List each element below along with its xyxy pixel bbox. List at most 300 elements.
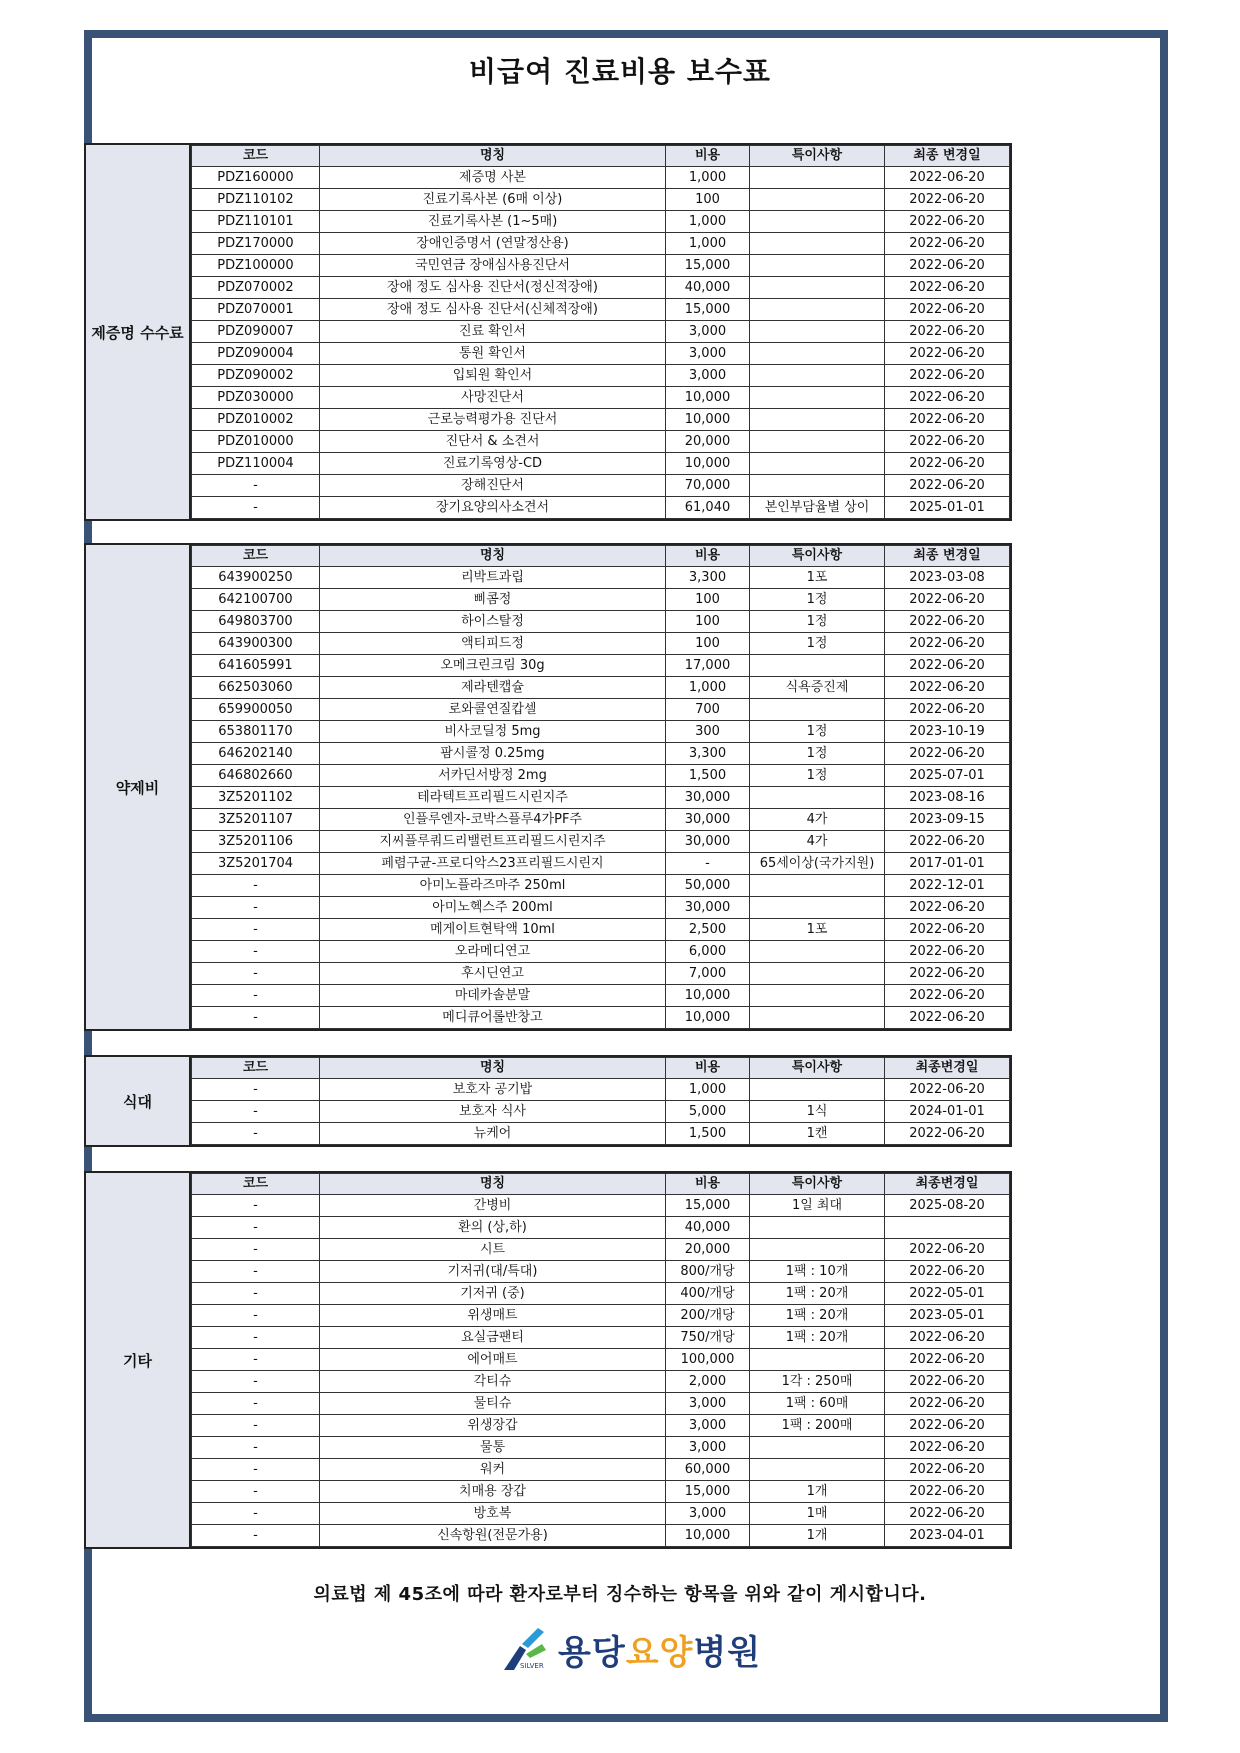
table-row [192,589,1010,611]
code-cell: - [192,1327,320,1349]
code-cell: - [192,1503,320,1525]
column-header: 코드 [192,546,320,567]
note-cell [750,409,885,431]
code-cell: PDZ160000 [192,167,320,189]
code-cell: 643900250 [192,567,320,589]
note-cell [750,1349,885,1371]
table-row [192,1007,1010,1029]
code-cell: - [192,1261,320,1283]
name-cell: 메디큐어롤반창고 [320,1007,666,1029]
name-cell: 에어매트 [320,1349,666,1371]
note-cell: 1팩 : 10개 [750,1261,885,1283]
note-cell [750,277,885,299]
column-header: 최종 변경일 [885,546,1010,567]
note-cell [750,1217,885,1239]
name-cell: 각티슈 [320,1371,666,1393]
name-cell: 제라텐캡슐 [320,677,666,699]
note-cell [750,787,885,809]
code-cell: 3Z5201102 [192,787,320,809]
table-row [192,1327,1010,1349]
code-cell: 646202140 [192,743,320,765]
note-cell: 1팩 : 20개 [750,1283,885,1305]
table-row [192,1503,1010,1525]
column-header: 특이사항 [750,146,885,167]
name-cell: 장해진단서 [320,475,666,497]
cost-cell: 1,000 [666,233,750,255]
code-cell: PDZ070002 [192,277,320,299]
cost-cell: 30,000 [666,787,750,809]
table-row [192,611,1010,633]
date-cell: 2022-06-20 [885,611,1010,633]
cost-cell: 100 [666,589,750,611]
name-cell: 로와콜연질캅셀 [320,699,666,721]
cost-cell: 7,000 [666,963,750,985]
date-cell: 2022-06-20 [885,743,1010,765]
note-cell [750,167,885,189]
cost-cell: 60,000 [666,1459,750,1481]
date-cell: 2022-06-20 [885,1371,1010,1393]
fee-table [191,1057,1010,1145]
code-cell: - [192,985,320,1007]
date-cell: 2023-04-01 [885,1525,1010,1547]
name-cell: 오메크린크림 30g [320,655,666,677]
hospital-name-part: 병원 [693,1632,762,1673]
date-cell: 2023-10-19 [885,721,1010,743]
name-cell: 액티피드정 [320,633,666,655]
name-cell: 간병비 [320,1195,666,1217]
code-cell: 649803700 [192,611,320,633]
name-cell: 사망진단서 [320,387,666,409]
name-cell: 시트 [320,1239,666,1261]
date-cell: 2022-06-20 [885,1079,1010,1101]
cost-cell: 40,000 [666,1217,750,1239]
date-cell: 2022-06-20 [885,985,1010,1007]
table-row [192,1525,1010,1547]
note-cell [750,699,885,721]
code-cell: PDZ090002 [192,365,320,387]
note-cell [750,1437,885,1459]
note-cell: 1캔 [750,1123,885,1145]
cost-cell: 10,000 [666,409,750,431]
cost-cell: 6,000 [666,941,750,963]
column-header: 명칭 [320,1058,666,1079]
date-cell: 2022-06-20 [885,431,1010,453]
cost-cell: 100 [666,611,750,633]
table-row [192,1393,1010,1415]
date-cell: 2022-05-01 [885,1283,1010,1305]
date-cell: 2024-01-01 [885,1101,1010,1123]
name-cell: 물통 [320,1437,666,1459]
note-cell [750,453,885,475]
code-cell: 659900050 [192,699,320,721]
column-header: 명칭 [320,1174,666,1195]
name-cell: 비사코딜정 5mg [320,721,666,743]
name-cell: 페렴구균-프로디악스23프리필드시린지 [320,853,666,875]
table-row [192,1079,1010,1101]
cost-cell: 700 [666,699,750,721]
table-row [192,853,1010,875]
section-label: 약제비 [86,545,191,1029]
fee-table [191,545,1010,1029]
date-cell: 2022-06-20 [885,387,1010,409]
date-cell: 2022-06-20 [885,1393,1010,1415]
date-cell: 2022-06-20 [885,299,1010,321]
table-row [192,1283,1010,1305]
code-cell: - [192,1239,320,1261]
name-cell: 위생장갑 [320,1415,666,1437]
table-row [192,787,1010,809]
date-cell: 2022-06-20 [885,211,1010,233]
cost-cell: 17,000 [666,655,750,677]
date-cell: 2022-12-01 [885,875,1010,897]
date-cell: 2023-03-08 [885,567,1010,589]
name-cell: 팜시콜정 0.25mg [320,743,666,765]
cost-cell: 5,000 [666,1101,750,1123]
note-cell: 1팩 : 20개 [750,1305,885,1327]
table-row [192,1437,1010,1459]
date-cell: 2022-06-20 [885,343,1010,365]
cost-cell: 750/개당 [666,1327,750,1349]
cost-cell: 1,500 [666,765,750,787]
table-row [192,677,1010,699]
date-cell: 2022-06-20 [885,1327,1010,1349]
code-cell: - [192,1007,320,1029]
table-row [192,233,1010,255]
table-row [192,567,1010,589]
table-row [192,497,1010,519]
notice-text: 의료법 제 45조에 따라 환자로부터 징수하는 항목을 위와 같이 게시합니다. [313,1584,927,1605]
note-cell: 본인부담율별 상이 [750,497,885,519]
note-cell [750,211,885,233]
note-cell: 1정 [750,633,885,655]
name-cell: 물티슈 [320,1393,666,1415]
code-cell: 642100700 [192,589,320,611]
table-row [192,809,1010,831]
table-row [192,211,1010,233]
code-cell: - [192,1305,320,1327]
note-cell [750,985,885,1007]
note-cell [750,299,885,321]
date-cell: 2022-06-20 [885,233,1010,255]
code-cell: 3Z5201704 [192,853,320,875]
name-cell: 기저귀(대/특대) [320,1261,666,1283]
cost-cell: 15,000 [666,1481,750,1503]
table-row [192,453,1010,475]
table-header-row [192,546,1010,567]
table-row [192,189,1010,211]
name-cell: 장기요양의사소견서 [320,497,666,519]
name-cell: 아미노헥스주 200ml [320,897,666,919]
column-header: 코드 [192,1174,320,1195]
date-cell: 2022-06-20 [885,1007,1010,1029]
note-cell: 1포 [750,567,885,589]
date-cell: 2022-06-20 [885,897,1010,919]
name-cell: 입퇴원 확인서 [320,365,666,387]
date-cell: 2023-08-16 [885,787,1010,809]
date-cell: 2022-06-20 [885,831,1010,853]
name-cell: 보호자 식사 [320,1101,666,1123]
note-cell [750,321,885,343]
date-cell: 2022-06-20 [885,167,1010,189]
date-cell: 2022-06-20 [885,1459,1010,1481]
table-row [192,1101,1010,1123]
code-cell: - [192,1437,320,1459]
note-cell: 1팩 : 200매 [750,1415,885,1437]
column-header: 비용 [666,146,750,167]
date-cell: 2022-06-20 [885,475,1010,497]
table-row [192,1371,1010,1393]
code-cell: PDZ090007 [192,321,320,343]
code-cell: - [192,1393,320,1415]
name-cell: 아미노플라즈마주 250ml [320,875,666,897]
cost-cell: 400/개당 [666,1283,750,1305]
note-cell: 1정 [750,765,885,787]
table-row [192,941,1010,963]
name-cell: 방호복 [320,1503,666,1525]
cost-cell: 30,000 [666,831,750,853]
column-header: 특이사항 [750,546,885,567]
hospital-name [558,1625,761,1674]
table-row [192,1217,1010,1239]
code-cell: - [192,1101,320,1123]
cost-cell: 1,000 [666,677,750,699]
note-cell [750,1079,885,1101]
table-row [192,1195,1010,1217]
note-cell: 1포 [750,919,885,941]
name-cell: 장애인증명서 (연말정산용) [320,233,666,255]
cost-cell: 100 [666,189,750,211]
name-cell: 진료 확인서 [320,321,666,343]
cost-cell: 3,000 [666,1415,750,1437]
cost-cell: 50,000 [666,875,750,897]
code-cell: PDZ110102 [192,189,320,211]
note-cell [750,963,885,985]
table-row [192,1305,1010,1327]
code-cell: - [192,1481,320,1503]
table-header-row [192,1174,1010,1195]
code-cell: - [192,1415,320,1437]
code-cell: 3Z5201107 [192,809,320,831]
note-cell: 1개 [750,1525,885,1547]
table-row [192,1349,1010,1371]
cost-cell: 70,000 [666,475,750,497]
table-row [192,985,1010,1007]
table-row [192,897,1010,919]
note-cell: 1식 [750,1101,885,1123]
date-cell: 2025-08-20 [885,1195,1010,1217]
table-row [192,963,1010,985]
code-cell: - [192,475,320,497]
date-cell: 2023-05-01 [885,1305,1010,1327]
date-cell: 2025-07-01 [885,765,1010,787]
table-row [192,743,1010,765]
cost-cell: 3,000 [666,1437,750,1459]
page-title: 비급여 진료비용 보수표 [469,55,771,88]
column-header: 특이사항 [750,1174,885,1195]
code-cell: - [192,919,320,941]
date-cell: 2023-09-15 [885,809,1010,831]
note-cell [750,875,885,897]
date-cell: 2022-06-20 [885,1239,1010,1261]
name-cell: 삐콤정 [320,589,666,611]
column-header: 특이사항 [750,1058,885,1079]
name-cell: 리박트과립 [320,567,666,589]
name-cell: 뉴케어 [320,1123,666,1145]
code-cell: - [192,1283,320,1305]
name-cell: 신속항원(전문가용) [320,1525,666,1547]
name-cell: 장애 정도 심사용 진단서(정신적장애) [320,277,666,299]
column-header: 비용 [666,1058,750,1079]
code-cell: - [192,1349,320,1371]
date-cell: 2022-06-20 [885,1437,1010,1459]
code-cell: - [192,875,320,897]
section-certificate-fees [84,143,1012,521]
cost-cell: 3,300 [666,567,750,589]
table-row [192,387,1010,409]
table-row [192,1415,1010,1437]
hospital-name-part: 용당 [558,1632,626,1673]
cost-cell: 3,300 [666,743,750,765]
date-cell: 2025-01-01 [885,497,1010,519]
name-cell: 인플루엔자-코박스플루4가PF주 [320,809,666,831]
name-cell: 요실금팬티 [320,1327,666,1349]
code-cell: 662503060 [192,677,320,699]
section-medication-fees [84,543,1012,1031]
section-label: 식대 [86,1057,191,1145]
section-label: 제증명 수수료 [86,145,191,519]
table-row [192,255,1010,277]
table-row [192,1239,1010,1261]
note-cell: 1정 [750,743,885,765]
column-header: 코드 [192,146,320,167]
table-row [192,365,1010,387]
cost-cell: 3,000 [666,343,750,365]
code-cell: - [192,497,320,519]
note-cell: 1정 [750,611,885,633]
note-cell [750,475,885,497]
date-cell: 2022-06-20 [885,699,1010,721]
note-cell [750,343,885,365]
date-cell [885,1217,1010,1239]
fee-table [191,145,1010,519]
table-row [192,655,1010,677]
date-cell: 2022-06-20 [885,189,1010,211]
cost-cell: 100 [666,633,750,655]
code-cell: - [192,1459,320,1481]
cost-cell: 61,040 [666,497,750,519]
code-cell: - [192,1123,320,1145]
cost-cell: 100,000 [666,1349,750,1371]
code-cell: 643900300 [192,633,320,655]
table-row [192,765,1010,787]
name-cell: 치매용 장갑 [320,1481,666,1503]
cost-cell: 40,000 [666,277,750,299]
code-cell: PDZ100000 [192,255,320,277]
code-cell: - [192,1525,320,1547]
cost-cell: 10,000 [666,1525,750,1547]
cost-cell: 200/개당 [666,1305,750,1327]
table-header-row [192,146,1010,167]
date-cell: 2022-06-20 [885,655,1010,677]
note-cell [750,233,885,255]
table-row [192,431,1010,453]
table-row [192,1261,1010,1283]
column-header: 코드 [192,1058,320,1079]
note-cell [750,941,885,963]
cost-cell: 1,000 [666,167,750,189]
note-cell: 4가 [750,831,885,853]
name-cell: 기저귀 (중) [320,1283,666,1305]
name-cell: 국민연금 장애심사용진단서 [320,255,666,277]
date-cell: 2022-06-20 [885,677,1010,699]
note-cell: 1일 최대 [750,1195,885,1217]
cost-cell: 1,500 [666,1123,750,1145]
fee-table [191,1173,1010,1547]
cost-cell: 1,000 [666,211,750,233]
name-cell: 오라메디연고 [320,941,666,963]
name-cell: 진료기록사본 (6매 이상) [320,189,666,211]
name-cell: 진료기록사본 (1~5매) [320,211,666,233]
name-cell: 진료기록영상-CD [320,453,666,475]
name-cell: 환의 (상,하) [320,1217,666,1239]
table-row [192,919,1010,941]
code-cell: PDZ170000 [192,233,320,255]
cost-cell: 300 [666,721,750,743]
note-cell [750,655,885,677]
name-cell: 하이스탈정 [320,611,666,633]
table-row [192,167,1010,189]
date-cell: 2022-06-20 [885,919,1010,941]
date-cell: 2022-06-20 [885,1123,1010,1145]
note-cell: 65세이상(국가지원) [750,853,885,875]
table-row [192,299,1010,321]
date-cell: 2022-06-20 [885,633,1010,655]
note-cell: 1정 [750,721,885,743]
date-cell: 2022-06-20 [885,255,1010,277]
code-cell: 646802660 [192,765,320,787]
name-cell: 근로능력평가용 진단서 [320,409,666,431]
table-row [192,321,1010,343]
note-cell [750,387,885,409]
date-cell: 2022-06-20 [885,963,1010,985]
table-row [192,409,1010,431]
section-other-fees [84,1171,1012,1549]
name-cell: 서카딘서방정 2mg [320,765,666,787]
date-cell: 2017-01-01 [885,853,1010,875]
column-header: 최종 변경일 [885,146,1010,167]
code-cell: - [192,1217,320,1239]
cost-cell: 2,000 [666,1371,750,1393]
cost-cell: 20,000 [666,1239,750,1261]
name-cell: 통원 확인서 [320,343,666,365]
code-cell: - [192,897,320,919]
cost-cell: 1,000 [666,1079,750,1101]
note-cell [750,365,885,387]
table-row [192,875,1010,897]
code-cell: PDZ090004 [192,343,320,365]
table-row [192,831,1010,853]
code-cell: PDZ010000 [192,431,320,453]
note-cell [750,1007,885,1029]
cost-cell: 3,000 [666,365,750,387]
logo-mark-icon [496,1624,558,1674]
date-cell: 2022-06-20 [885,1503,1010,1525]
cost-cell: 30,000 [666,897,750,919]
cost-cell: 30,000 [666,809,750,831]
cost-cell: 15,000 [666,299,750,321]
note-cell: 4가 [750,809,885,831]
table-row [192,343,1010,365]
